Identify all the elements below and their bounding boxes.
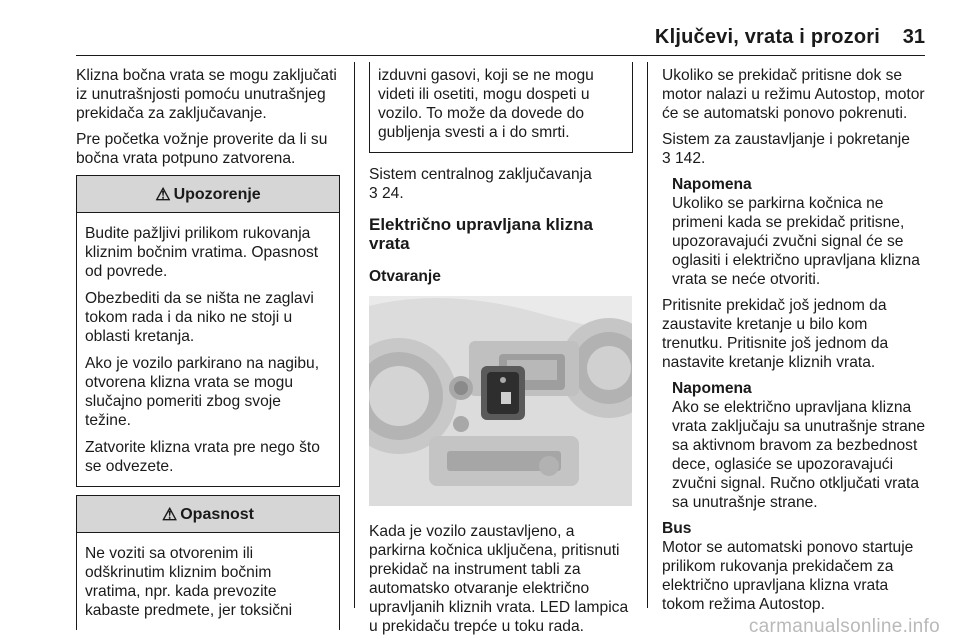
reference-text: Sistem za zaustavljanje i pokretanje [662,131,910,148]
cross-reference [369,165,633,203]
warning-box [76,175,340,487]
paragraph: Ukoliko se prekidač pritisne dok se motor nalazi u režimu Autostop, motor će se automatski ponovo pokrenuti. [662,67,925,122]
subsection-heading: Otvaranje [369,268,441,285]
page-reference: 3 142. [662,150,706,167]
column-divider [647,62,648,608]
dashboard-switch-photo [369,296,632,506]
danger-box-body [77,533,339,630]
column-1 [76,66,340,630]
watermark: carmanualsonline.info [748,616,940,637]
paragraph: Motor se automatski ponovo startuje prilikom rukovanja prekidačem za električno upravljana klizna vrata tokom režima Autostop. [662,539,914,613]
warning-box-header [77,176,339,213]
page-reference: 3 24. [369,185,404,202]
reference-text: Sistem centralnog zaključavanja [369,166,592,183]
warning-paragraph: Ako je vozilo parkirano na nagibu, otvorena klizna vrata se mogu slučajno pomeriti zbog svoje težine. [85,355,320,429]
warning-triangle-icon: ⚠ [155,184,171,204]
header-rule [76,55,925,56]
column-3 [662,66,928,621]
subsection-heading: Bus [662,520,692,537]
note-title: Napomena [672,176,752,193]
danger-title: Opasnost [180,505,255,523]
note-block [662,175,928,289]
cross-reference [662,130,928,168]
warning-paragraph: Budite pažljivi prilikom rukovanja kliznim bočnim vratima. Opasnost od povrede. [85,225,319,280]
chapter-title: Ključevi, vrata i prozori [654,26,880,48]
note-title: Napomena [672,380,752,397]
paragraph: Pritisnite prekidač još jednom da zaustavite kretanje u bilo kom trenutku. Pritisnite još jednom da nastavite kretanje kliznih vrata. [662,297,889,371]
danger-box-continued [369,62,633,153]
column-2 [369,66,633,642]
warning-title: Upozorenje [173,185,261,203]
paragraph: Kada je vozilo zaustavljeno, a parkirna kočnica uključena, pritisnuti prekidač na instrument tabli za automatsko otvaranje električno upravljanih kliznih vrata. LED lampica u prekidaču trepće u toku rada. [369,523,629,635]
paragraph: Klizna bočna vrata se mogu zaključati iz unutrašnjosti pomoću unutrašnjeg prekidača za zaključavanje. [76,67,337,122]
note-block [662,379,928,512]
danger-paragraph: izduvni gasovi, koji se ne mogu videti ili osetiti, mogu dospeti u vozilo. To može da dovede do gubljenja svesti a i do smrti. [378,67,594,141]
section-heading: Električno upravljana klizna vrata [369,215,593,253]
danger-box-header [77,496,339,533]
warning-box-body [77,213,339,486]
danger-paragraph: Ne voziti sa otvorenim ili odškrinutim kliznim bočnim vratima, npr. kada prevozite kabaste predmete, jer toksični [85,545,293,619]
note-text: Ukoliko se parkirna kočnica ne primeni kada se prekidač pritisne, upozoravajući zvučni signal će se oglasiti i električno upravljana klizna vrata se neće otvoriti. [672,195,920,288]
warning-triangle-icon: ⚠ [161,504,178,524]
danger-box [76,495,340,630]
column-divider [354,62,355,608]
paragraph: Pre početka vožnje proverite da li su bočna vrata potpuno zatvorena. [76,131,328,167]
page-number: 31 [902,26,925,48]
note-text: Ako se električno upravljana klizna vrata zaključaju sa unutrašnje strane sa aktivnom bravom za bezbednost dece, oglasiće se upozoravajući zvučni signal. Ručno otključati vrata sa unutrašnje strane. [672,399,926,511]
warning-paragraph: Obezbediti da se ništa ne zaglavi tokom rada i da niko ne stoji u oblasti kretanja. [85,290,314,345]
warning-paragraph: Zatvorite klizna vrata pre nego što se odvezete. [85,439,320,475]
danger-box-body [370,62,632,152]
page-header [0,0,960,60]
